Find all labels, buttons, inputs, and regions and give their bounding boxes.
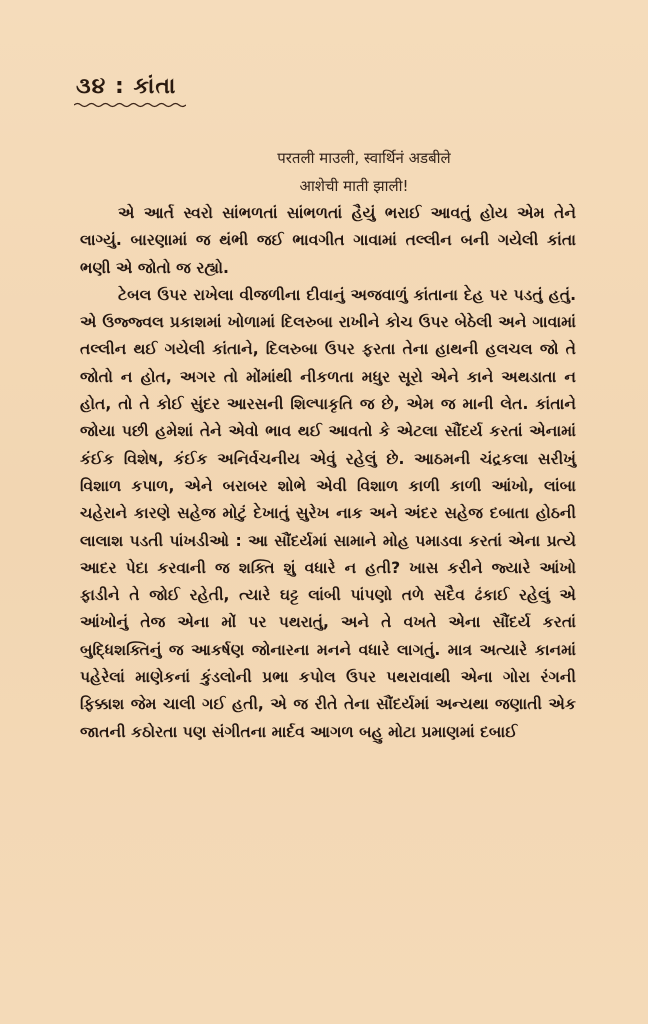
page-number: ૩૪ (76, 74, 107, 99)
body-text (80, 200, 576, 746)
chapter-title: કાંતા (133, 74, 177, 99)
wavy-rule-ornament (74, 102, 186, 108)
paragraph-1: એ આર્ત સ્વરો સાંભળતાં સાંભળતાં હૈયું ભરાઈ આવતું હોય એમ તેને લાગ્યું. બારણામાં જ થંભી જઈ ભાવગીત ગાવામાં તલ્લીન બની ગયેલી કાંતા ભણી એ જોતો જ રહ્યો. (80, 204, 576, 277)
running-header (76, 74, 176, 99)
poem-line-1: परतली माउली, स्वार्थिनं अडबीले (277, 149, 451, 167)
poem-line-2: आशेची माती झाली! (299, 177, 409, 195)
header-separator: : (114, 74, 125, 99)
paragraph-2: ટેબલ ઉપર રાખેલા વીજળીના દીવાનું અજવાળું કાંતાના દેહ પર પડતું હતું. એ ઉજ્જ્વલ પ્રકાશમાં ખોળામાં દિલરુબા રાખીને કોચ ઉપર બેઠેલી અને ગાવામાં તલ્લીન થઈ ગયેલી કાંતાને, દિલરુબા ઉપર ફરતા તેના હાથની હલચલ જો તે જોતો ન હોત, અગર તો મોંમાંથી નીકળતા મધુર સૂરો એને કાને અથડાતા ન હોત, તો તે કોઈ સુંદર આરસની શિલ્પાકૃતિ જ છે, એમ જ માની લેત. કાંતાને જોયા પછી હમેશાં તેને એવો ભાવ થઈ આવતો કે એટલા સૌંદર્ય કરતાં એનામાં કંઈક વિશેષ, કંઈક અનિર્વચનીય એવું રહેલું છે. આઠમની ચંદ્રકલા સરીખું વિશાળ કપાળ, એને બરાબર શોભે એવી વિશાળ કાળી કાળી આંખો, લાંબા ચહેરાને કારણે સહેજ મોટું દેખાતું સુરેખ નાક અને અંદર સહેજ દબાતા હોઠની લાલાશ પડતી પાંખડીઓ : આ સૌંદર્યમાં સામાને મોહ પમાડવા કરતાં એના પ્રત્યે આદર પેદા કરવાની જ શક્તિ શું વધારે ન હતી? ખાસ કરીને જ્યારે આંખો ફાડીને તે જોઈ રહેતી, ત્યારે ઘટ્ટ લાંબી પાંપણો તળે સદૈવ ઢંકાઈ રહેલું એ આંખોનું તેજ એના મોં પર પથરાતું, અને તે વખતે એના સૌંદર્ય કરતાં બુદ્ધિશક્તિનું જ આકર્ષણ જોનારના મનને વધારે લાગતું. માત્ર અત્યારે કાનમાં પહેરેલાં માણેકનાં કુંડલોની પ્રભા કપોલ ઉપર પથરાવાથી એના ગોરા રંગની ફિક્કાશ જેમ ચાલી ગઈ હતી, એ જ રીતે તેના સૌંદર્યમાં અન્યથા જણાતી એક જાતની કઠોરતા પણ સંગીતના માર્દવ આગળ બહુ મોટા પ્રમાણમાં દબાઈ (80, 285, 576, 741)
